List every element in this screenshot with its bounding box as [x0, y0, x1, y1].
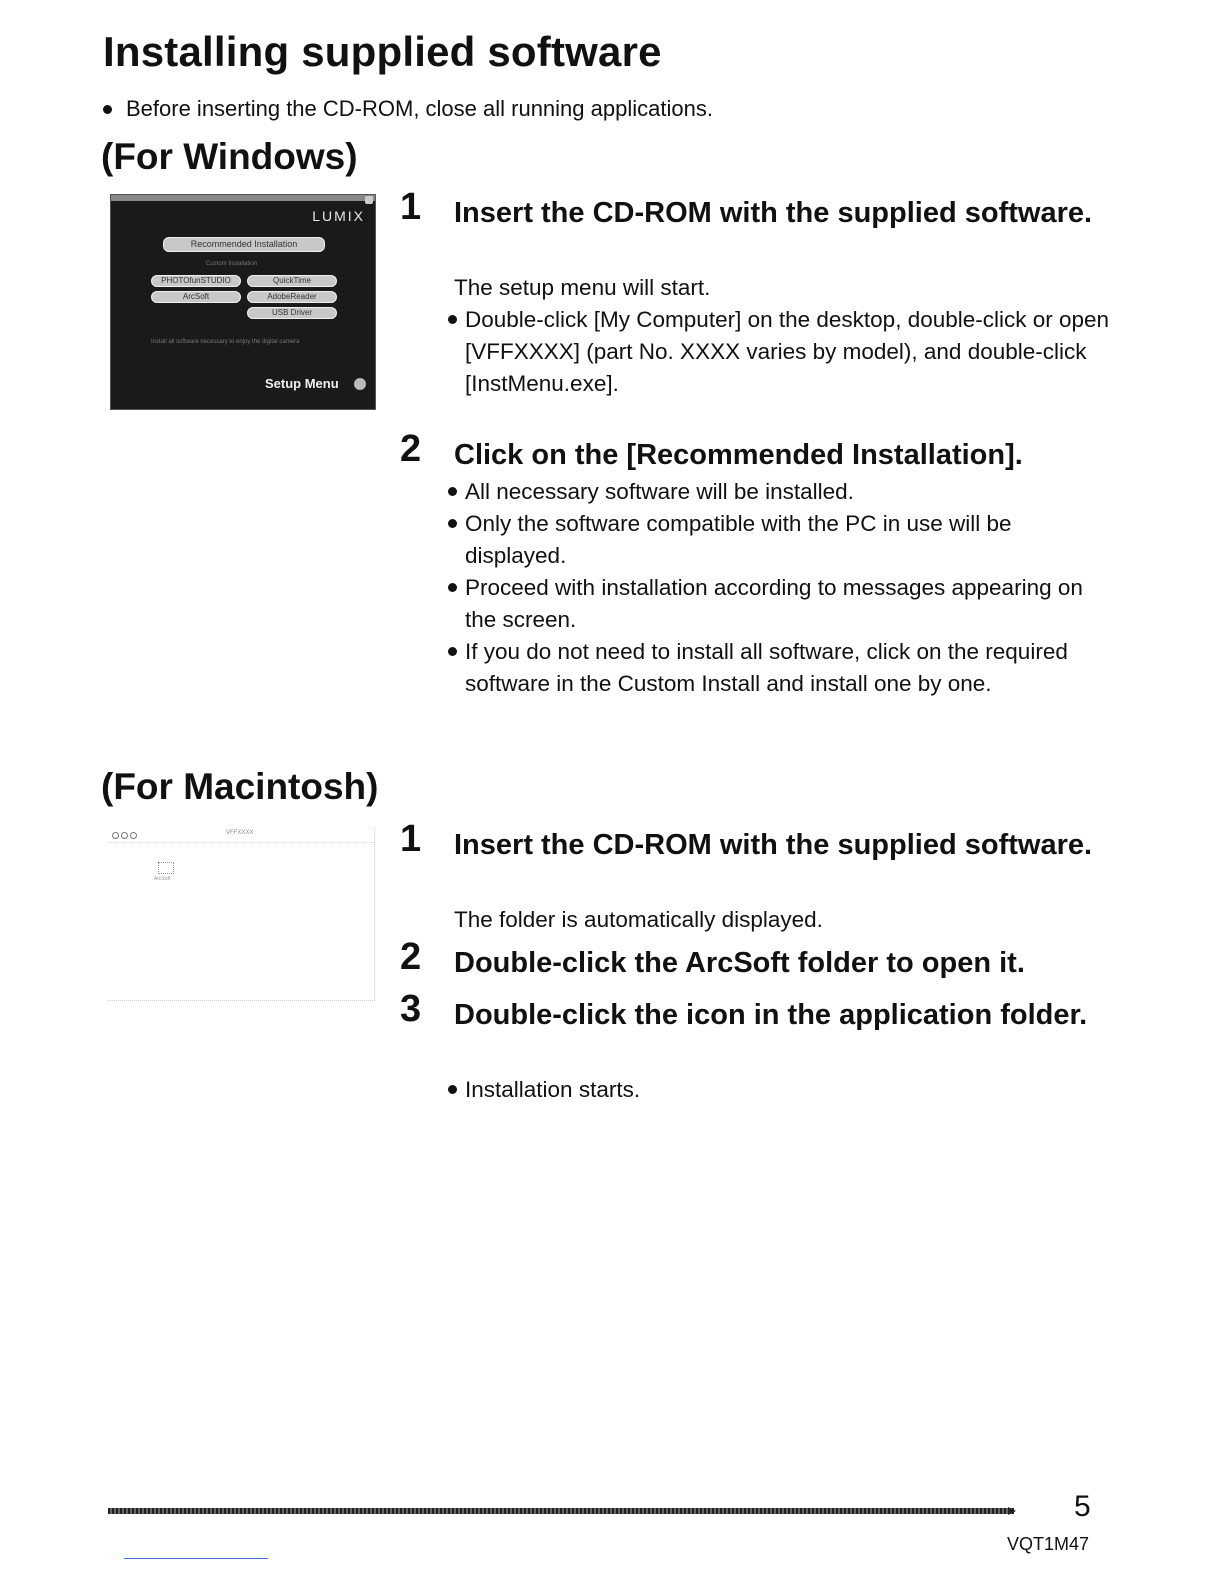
window-titlebar: [108, 828, 374, 843]
close-icon: [365, 196, 373, 204]
bullet-icon: [448, 583, 457, 592]
page-title: Installing supplied software: [103, 28, 662, 75]
step-body: [454, 1074, 1114, 1106]
list-item: Only the software compatible with the PC in use will be displayed.: [462, 508, 1114, 572]
step-number: 2: [400, 936, 422, 978]
bullet-icon: [448, 315, 457, 324]
windows-heading: (For Windows): [101, 136, 358, 177]
list-item: Proceed with installation according to messages appearing on the screen.: [462, 572, 1114, 636]
step-number: 1: [400, 818, 422, 860]
step-text: The folder is automatically displayed.: [454, 907, 823, 932]
step-text: The setup menu will start.: [454, 275, 711, 300]
footer-rule-arrow: [1008, 1507, 1016, 1515]
adobereader-button[interactable]: AdobeReader: [247, 291, 337, 303]
folder-label: ArcSoft: [154, 876, 171, 882]
close-icon: [112, 832, 119, 839]
link-underline: [124, 1558, 268, 1559]
page-number: 5: [1074, 1490, 1091, 1523]
usb-driver-button[interactable]: USB Driver: [247, 307, 337, 319]
step-heading: Double-click the ArcSoft folder to open it.: [454, 947, 1025, 979]
quicktime-button[interactable]: QuickTime: [247, 275, 337, 287]
document-code: VQT1M47: [1007, 1534, 1090, 1554]
mac-step-2: [400, 936, 1120, 986]
brand-logo: LUMIX: [312, 208, 365, 224]
step-number: 3: [400, 988, 422, 1030]
custom-installation-label: Custom Installation: [206, 261, 258, 267]
step-heading: Insert the CD-ROM with the supplied software.: [454, 197, 1093, 229]
windows-setup-screenshot: [110, 194, 376, 410]
list-item: All necessary software will be installed.: [462, 476, 1114, 508]
folder-icon[interactable]: [158, 862, 174, 874]
bullet-icon: [448, 647, 457, 656]
recommended-installation-button[interactable]: Recommended Installation: [163, 237, 325, 252]
windows-step-1: [400, 186, 1120, 416]
bullet-icon: [448, 1085, 457, 1094]
bullet-icon: [448, 519, 457, 528]
list-item: Installation starts.: [462, 1074, 1114, 1106]
bullet-icon: [103, 105, 112, 114]
bullet-icon: [448, 487, 457, 496]
step-body: [454, 272, 1114, 400]
step-heading: Insert the CD-ROM with the supplied software.: [454, 829, 1093, 861]
mac-step-3: [400, 988, 1120, 1118]
list-item: If you do not need to install all software, click on the required software in the Custom Install and install one by one.: [462, 636, 1114, 700]
step-heading: Double-click the icon in the application folder.: [454, 999, 1088, 1031]
photofunstudio-button[interactable]: PHOTOfunSTUDIO: [151, 275, 241, 287]
step-number: 1: [400, 186, 422, 228]
windows-step-2: [400, 428, 1120, 738]
minimize-icon: [121, 832, 128, 839]
intro-note: [103, 96, 713, 122]
window-titlebar: [111, 195, 375, 201]
arcsoft-button[interactable]: ArcSoft: [151, 291, 241, 303]
step-body: [454, 476, 1114, 700]
mac-finder-screenshot: [108, 828, 375, 1001]
setup-menu-icon[interactable]: [354, 378, 366, 390]
mac-step-1: [400, 818, 1120, 938]
mac-heading: (For Macintosh): [101, 766, 379, 807]
zoom-icon: [130, 832, 137, 839]
footer-rule: [108, 1508, 1014, 1514]
window-title: VFFXXXX: [226, 830, 254, 836]
install-note: Install all software necessary to enjoy the digital camera: [151, 339, 300, 345]
step-heading: Click on the [Recommended Installation].: [454, 439, 1023, 471]
step-number: 2: [400, 428, 422, 470]
setup-menu-label: Setup Menu: [265, 376, 339, 391]
intro-text: Before inserting the CD-ROM, close all running applications.: [126, 96, 713, 121]
list-item: Double-click [My Computer] on the desktop, double-click or open [VFFXXXX] (part No. XXXX varies by model), and double-click [InstMenu.exe].: [462, 304, 1114, 400]
